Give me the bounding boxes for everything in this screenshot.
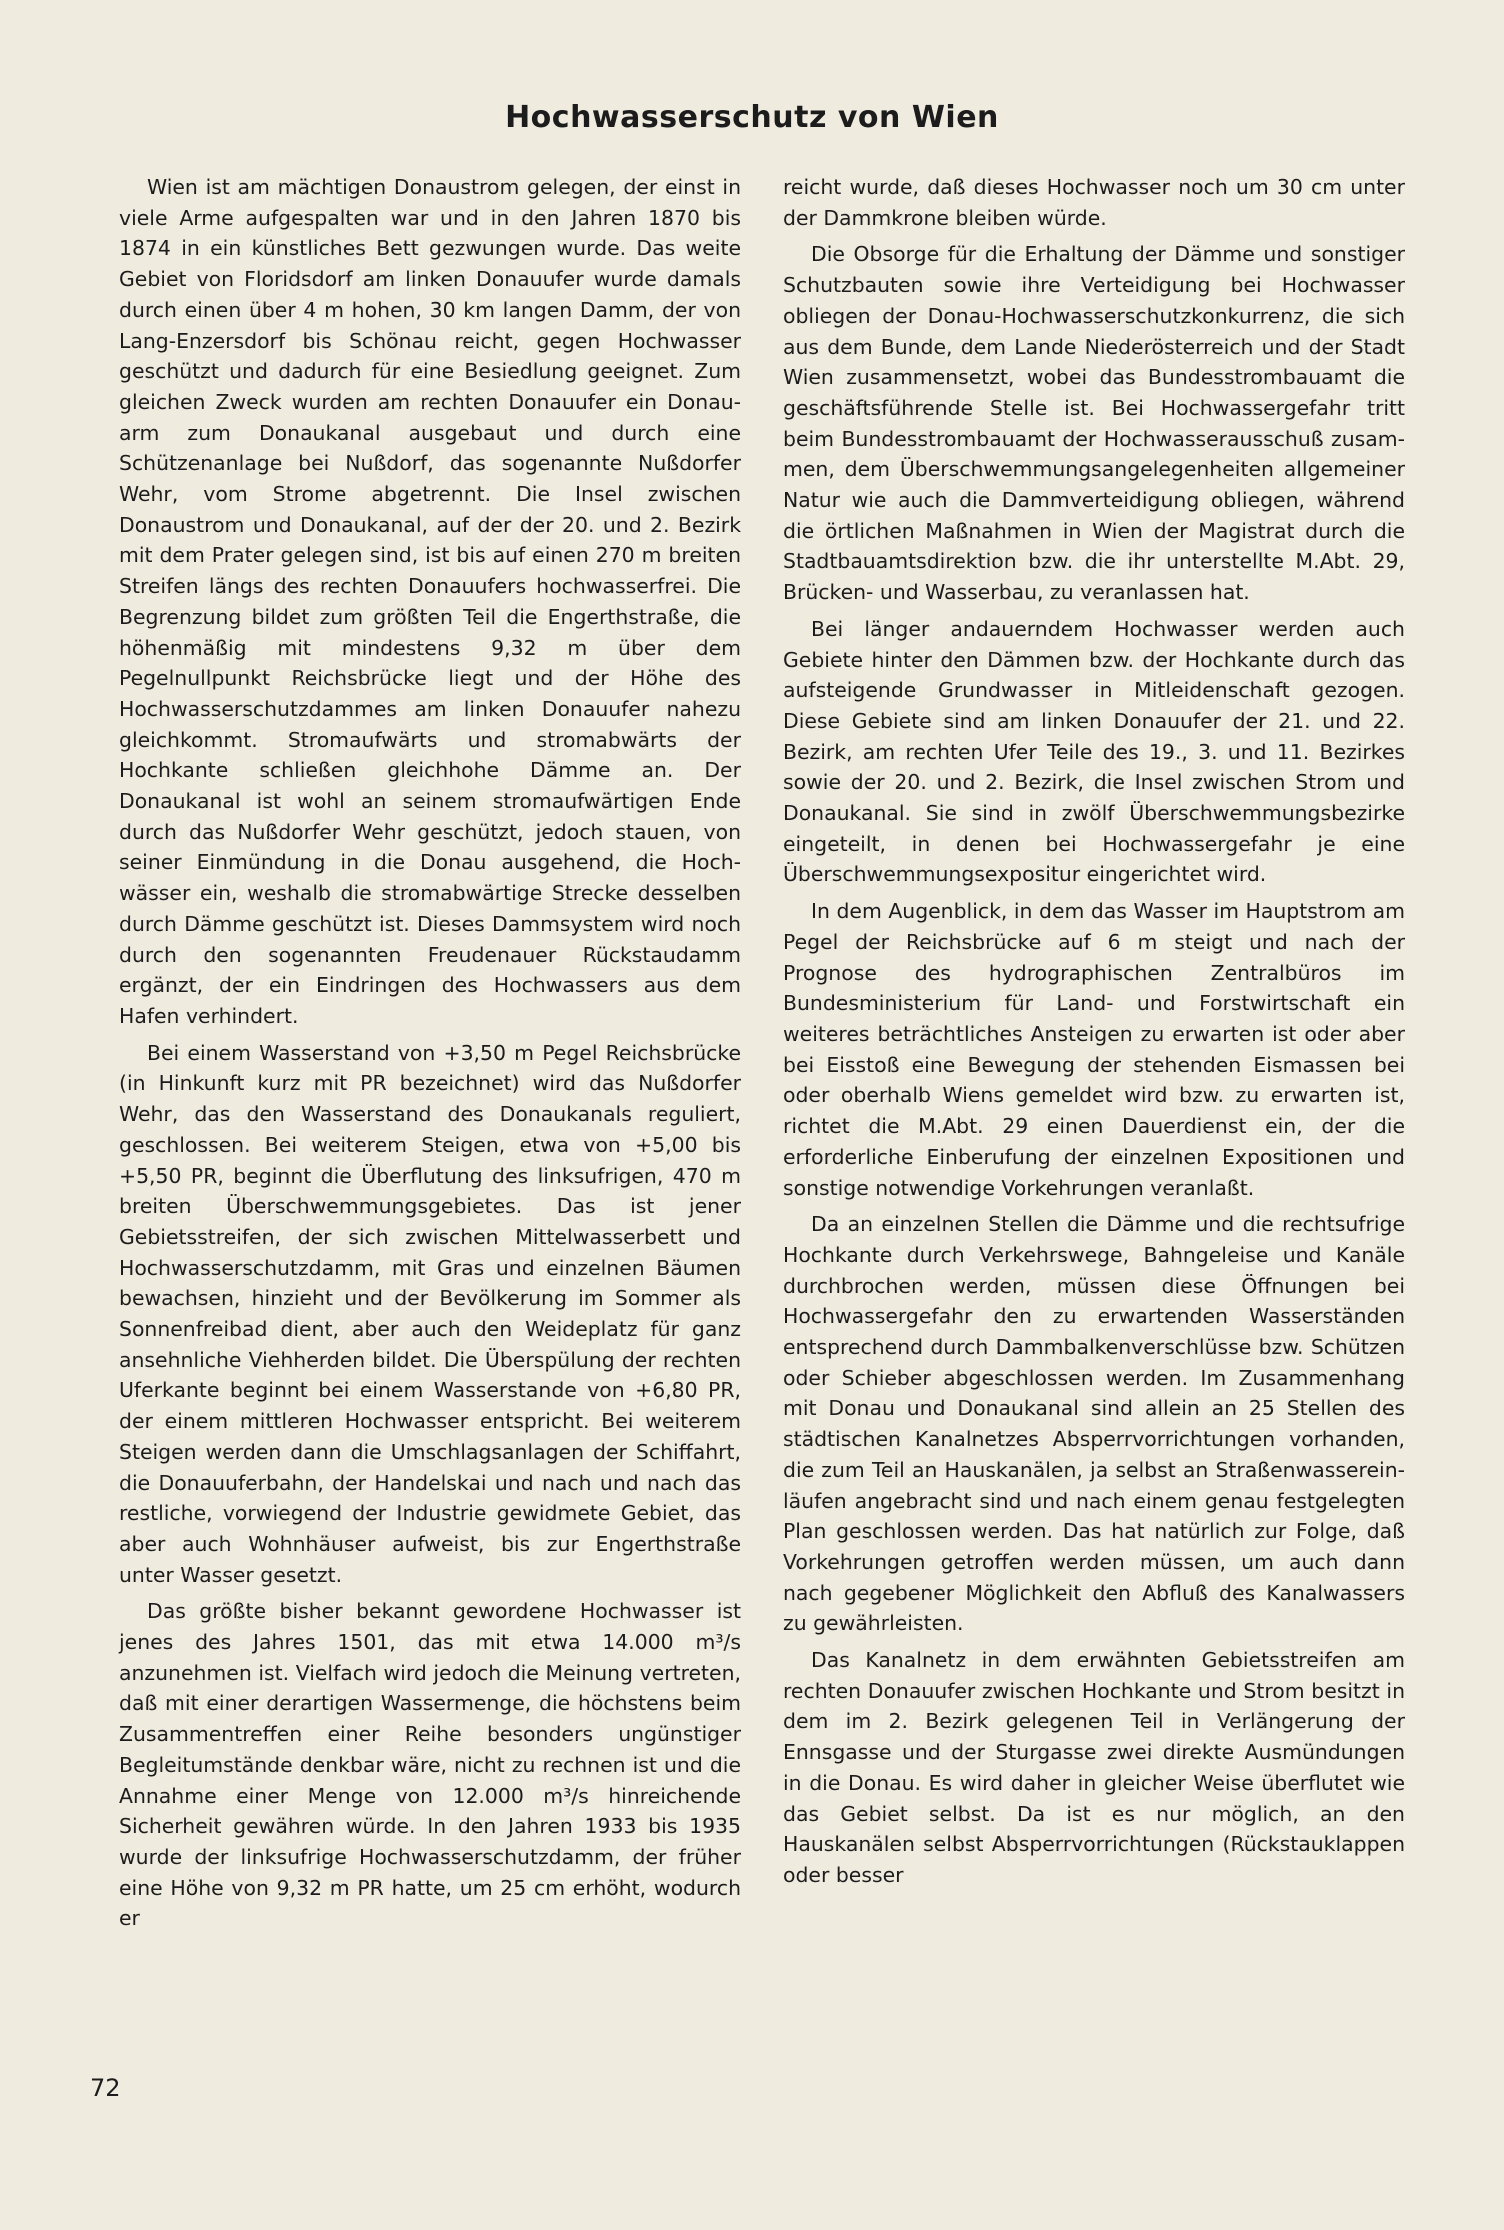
paragraph: reicht wurde, daß dieses Hochwasser noch um 30 cm unter der Dammkrone bleiben würde. (783, 175, 1405, 230)
paragraph: Da an einzelnen Stellen die Dämme und die rechtsufrige Hochkante durch Verkehrswege, Bahngeleise und Kanäle durchbrochen werden, müssen diese Öffnungen bei Hochwassergefahr den zu erwartenden Wasserständen entsprechend durch Dammbalkenverschlüsse bzw. Schützen oder Schieber abgeschlossen werden. Im Zusammenhang mit Donau und Donaukanal sind allein an 25 Stellen des städtischen Kanalnetzes Absperrvorrichtungen vorhanden, die zum Teil an Hauskanälen, ja selbst an Straßenwassereinläufen angebracht sind und nach einem genau festgelegten Plan geschlossen werden. Das hat natürlich zur Folge, daß Vorkehrungen getroffen werden müssen, um auch dann nach gegebener Möglichkeit den Abfluß des Kanalwassers zu gewährleisten. (783, 1212, 1405, 1636)
paragraph: In dem Augenblick, in dem das Wasser im Hauptstrom am Pegel der Reichsbrücke auf 6 m steigt und nach der Prognose des hydrographischen Zentralbüros im Bundesministerium für Land- und Forstwirtschaft ein weiteres beträchtliches Ansteigen zu erwarten ist oder aber bei Eisstoß eine Bewegung der stehenden Eismassen bei oder oberhalb Wiens gemeldet wird bzw. zu erwarten ist, richtet die M.Abt. 29 einen Dauerdienst ein, der die erforderliche Einberufung der einzelnen Expositionen und sonstige notwendige Vorkehrungen veranlaßt. (783, 899, 1405, 1200)
paragraph: Das größte bisher bekannt gewordene Hochwasser ist jenes des Jahres 1501, das mit etwa 14.000 m³/s anzunehmen ist. Vielfach wird jedoch die Meinung vertreten, daß mit einer derartigen Wassermenge, die höchstens beim Zusammentreffen einer Reihe besonders ungünstiger Begleitumstände denkbar wäre, nicht zu rechnen ist und die Annahme einer Menge von 12.000 m³/s hinreichende Sicherheit gewähren würde. In den Jahren 1933 bis 1935 wurde der linksufrige Hochwasserschutzdamm, der früher eine Höhe von 9,32 m PR hatte, um 25 cm erhöht, wodurch er (119, 1599, 741, 1931)
right-column (783, 172, 1405, 1897)
paragraph: Die Obsorge für die Erhaltung der Dämme und sonstiger Schutzbauten sowie ihre Verteidigung bei Hochwasser obliegen der Donau-Hochwasserschutzkonkurrenz, die sich aus dem Bunde, dem Lande Niederösterreich und der Stadt Wien zusammensetzt, wobei das Bundesstrombauamt die geschäftsführende Stelle ist. Bei Hochwassergefahr tritt beim Bundesstrombauamt der Hochwasserausschuß zusammen, dem Überschwemmungsangelegenheiten allgemeiner Natur wie auch die Dammverteidigung obliegen, während die örtlichen Maßnahmen in Wien der Magistrat durch die Stadtbauamtsdirektion bzw. die ihr unterstellte M.Abt. 29, Brücken- und Wasserbau, zu veranlassen hat. (783, 242, 1405, 605)
paragraph: Bei einem Wasserstand von +3,50 m Pegel Reichsbrücke (in Hinkunft kurz mit PR bezeichnet) wird das Nußdorfer Wehr, das den Wasserstand des Donaukanals reguliert, geschlossen. Bei weiterem Steigen, etwa von +5,00 bis +5,50 PR, beginnt die Überflutung des linksufrigen, 470 m breiten Überschwemmungsgebietes. Das ist jener Gebietsstreifen, der sich zwischen Mittelwasserbett und Hochwasserschutzdamm, mit Gras und einzelnen Bäumen bewachsen, hinzieht und der Bevölkerung im Sommer als Sonnenfreibad dient, aber auch den Weideplatz für ganz ansehnliche Viehherden bildet. Die Überspülung der rechten Uferkante beginnt bei einem Wasserstande von +6,80 PR, der einem mittleren Hochwasser entspricht. Bei weiterem Steigen werden dann die Umschlagsanlagen der Schiffahrt, die Donauuferbahn, der Handelskai und nach und nach das restliche, vorwiegend der Industrie gewidmete Gebiet, das aber auch Wohnhäuser aufweist, bis zur Engerthstraße unter Wasser gesetzt. (119, 1040, 741, 1587)
page-number: 72 (90, 2074, 121, 2102)
paragraph: Wien ist am mächtigen Donaustrom gelegen, der einst in viele Arme aufgespalten war und in den Jahren 1870 bis 1874 in ein künstliches Bett gezwungen wurde. Das weite Gebiet von Floridsdorf am linken Donauufer wurde damals durch einen über 4 m hohen, 30 km langen Damm, der von Lang-Enzersdorf bis Schönau reicht, gegen Hochwasser geschützt und dadurch für eine Besiedlung geeignet. Zum gleichen Zweck wurden am rechten Donauufer ein Donauarm zum Donaukanal ausgebaut und durch eine Schützenanlage bei Nußdorf, das sogenannte Nußdorfer Wehr, vom Strome abgetrennt. Die Insel zwischen Donaustrom und Donaukanal, auf der der 20. und 2. Bezirk mit dem Prater gelegen sind, ist bis auf einen 270 m breiten Streifen längs des rechten Donauufers hochwasserfrei. Die Begrenzung bildet zum größten Teil die Engerthstraße, die höhenmäßig mit mindestens 9,32 m über dem Pegelnullpunkt Reichsbrücke liegt und der Höhe des Hochwasserschutzdammes am linken Donauufer nahezu gleichkommt. Stromaufwärts und stromabwärts der Hochkante schließen gleichhohe Dämme an. Der Donaukanal ist wohl an seinem stromaufwärtigen Ende durch das Nußdorfer Wehr geschützt, jedoch stauen, von seiner Einmündung in die Donau ausgehend, die Hochwässer ein, weshalb die stromabwärtige Strecke desselben durch Dämme geschützt ist. Dieses Dammsystem wird noch durch den sogenannten Freudenauer Rückstaudamm ergänzt, der ein Eindringen des Hochwassers aus dem Hafen verhindert. (119, 175, 741, 1028)
paragraph: Das Kanalnetz in dem erwähnten Gebietsstreifen am rechten Donauufer zwischen Hochkante und Strom besitzt in dem im 2. Bezirk gelegenen Teil in Verlängerung der Ennsgasse und der Sturgasse zwei direkte Ausmündungen in die Donau. Es wird daher in gleicher Weise überflutet wie das Gebiet selbst. Da ist es nur möglich, an den Hauskanälen selbst Absperrvorrichtungen (Rückstauklappen oder besser (783, 1648, 1405, 1887)
left-column (119, 172, 741, 1940)
paragraph: Bei länger andauerndem Hochwasser werden auch Gebiete hinter den Dämmen bzw. der Hochkante durch das aufsteigende Grundwasser in Mitleidenschaft gezogen. Diese Gebiete sind am linken Donauufer der 21. und 22. Bezirk, am rechten Ufer Teile des 19., 3. und 11. Bezirkes sowie der 20. und 2. Bezirk, die Insel zwischen Strom und Donaukanal. Sie sind in zwölf Überschwemmungsbezirke eingeteilt, in denen bei Hochwassergefahr je eine Überschwemmungsexpositur eingerichtet wird. (783, 616, 1405, 887)
article-title: Hochwasserschutz von Wien (505, 100, 999, 135)
